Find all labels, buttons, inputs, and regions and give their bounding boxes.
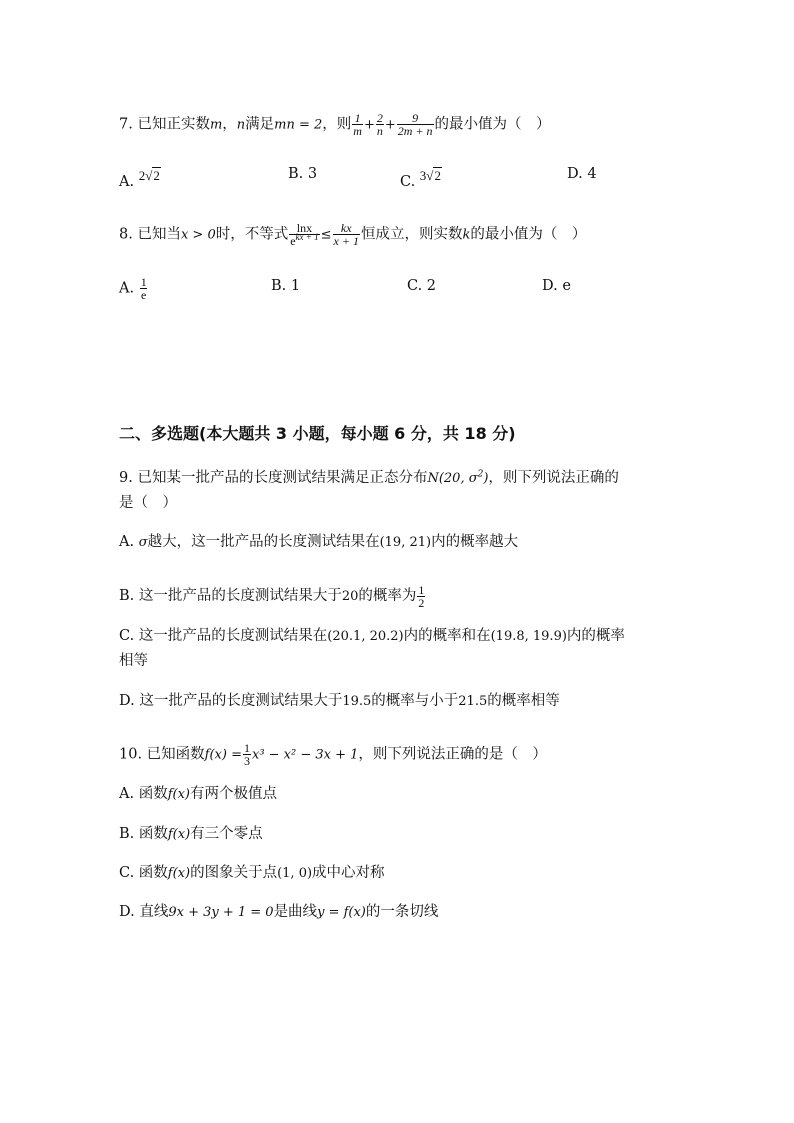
q8-option-a[interactable] — [119, 276, 149, 301]
denominator: x + 1 — [333, 234, 359, 248]
option-label: B. — [119, 588, 135, 604]
function-name: f(x) = — [204, 747, 242, 763]
numerator: 1 — [243, 741, 250, 755]
q9-option-d[interactable] — [119, 691, 560, 712]
question-text: ，则 — [322, 116, 352, 133]
question-text: 已知某一批产品的长度测试结果满足正态分布 — [137, 470, 428, 486]
sigma: σ — [138, 535, 148, 550]
option-text: 有两个极值点 — [190, 786, 277, 802]
q8-option-d[interactable] — [542, 276, 571, 296]
base-e: e — [290, 234, 296, 248]
denominator — [289, 234, 319, 247]
fraction — [417, 584, 425, 609]
numerator: kx — [340, 221, 352, 235]
option-text: 这一批产品的长度测试结果大于 — [139, 693, 343, 709]
dist-main: N(20, σ — [427, 471, 478, 486]
question-text: ，则下列说法正确的是（ ） — [358, 746, 547, 763]
option-label: A. — [119, 280, 135, 297]
option-label: A. — [119, 786, 135, 802]
option-label: D. — [567, 166, 583, 182]
q10-option-d[interactable] — [119, 902, 438, 923]
q8-option-b[interactable] — [271, 276, 300, 296]
fraction — [289, 222, 319, 247]
option-value: 3 — [307, 166, 318, 182]
option-text: 内的概率和在 — [403, 628, 491, 644]
curve-equation: y = f(x) — [317, 905, 366, 920]
fraction — [243, 742, 251, 767]
function-name: f(x) — [167, 827, 191, 842]
option-label: C. — [400, 174, 416, 190]
point: (1, 0) — [277, 866, 313, 881]
numerator: 2 — [376, 111, 383, 125]
option-text: 内的概率越大 — [431, 534, 519, 550]
interval: (19.8, 19.9) — [490, 629, 567, 644]
polynomial: x³ − x² − 3x + 1 — [251, 747, 359, 763]
denominator: 2 — [418, 596, 425, 610]
option-label: B. — [271, 278, 287, 294]
question-number: 10. — [119, 746, 143, 763]
question-text: 时，不等式 — [215, 226, 289, 243]
sqrt-expression: 3√2 — [419, 168, 441, 183]
denominator: n — [376, 124, 383, 138]
fraction — [397, 112, 434, 137]
option-text: 是曲线 — [273, 904, 318, 920]
question-text: 的最小值为（ ） — [470, 226, 587, 243]
fraction — [140, 276, 148, 301]
option-text: 内的概率 — [566, 628, 625, 644]
denominator: m — [353, 124, 362, 138]
question-text: 已知函数 — [146, 746, 205, 763]
interval: (20.1, 20.2) — [327, 629, 404, 644]
fraction — [333, 222, 360, 247]
option-label: A. — [119, 174, 135, 190]
radicand: 2 — [153, 168, 160, 183]
radicand: 2 — [434, 168, 441, 183]
question-9-line2: 是（ ） — [119, 495, 177, 511]
option-label: B. — [119, 826, 135, 842]
q7-option-d[interactable] — [567, 164, 597, 184]
q10-option-b[interactable] — [119, 824, 263, 845]
number: 21.5 — [458, 694, 488, 709]
option-label: A. — [119, 534, 135, 550]
q10-option-a[interactable] — [119, 784, 277, 805]
var-n: n — [236, 117, 246, 133]
option-label: C. — [407, 278, 423, 294]
question-text: ，则下列说法正确的 — [488, 470, 619, 486]
option-text: 直线 — [139, 904, 169, 920]
denominator: 2m + n — [397, 124, 433, 138]
dist-close: ) — [483, 471, 489, 486]
option-text: 函数 — [138, 786, 168, 802]
question-8 — [119, 222, 586, 247]
q9-option-c-line2: 相等 — [119, 653, 148, 669]
q7-option-c[interactable] — [400, 166, 442, 192]
question-text: 恒成立，则实数 — [360, 226, 463, 243]
option-label: C. — [119, 865, 135, 881]
denominator: e — [141, 288, 147, 302]
numerator: 9 — [412, 111, 419, 125]
question-number: 7. — [119, 116, 133, 133]
var-m: m — [209, 117, 223, 133]
option-text: 这一批产品的长度测试结果大于 — [138, 588, 342, 604]
coefficient: 3 — [419, 168, 427, 183]
option-text: 这一批产品的长度测试结果在 — [138, 628, 328, 644]
q9-option-a[interactable] — [119, 532, 518, 553]
fraction — [352, 112, 363, 137]
distribution — [427, 471, 488, 486]
question-10 — [119, 742, 547, 767]
question-7 — [119, 112, 551, 137]
relation: ≤ — [320, 227, 332, 243]
question-text: 已知正实数 — [137, 116, 210, 133]
q9-option-c[interactable] — [119, 626, 625, 647]
q7-option-a[interactable] — [119, 166, 161, 192]
interval: (19, 21) — [379, 535, 432, 550]
option-value: 2 — [426, 278, 437, 294]
condition: x > 0 — [180, 227, 216, 243]
option-label: C. — [119, 628, 135, 644]
q10-option-c[interactable] — [119, 863, 385, 884]
coefficient: 2 — [138, 168, 146, 183]
option-value: e — [562, 278, 571, 294]
option-label: B. — [288, 166, 304, 182]
sqrt-expression: 2√2 — [138, 168, 160, 183]
question-9 — [119, 468, 619, 489]
number: 19.5 — [342, 694, 372, 709]
option-label: D. — [119, 904, 135, 920]
question-number: 8. — [119, 226, 133, 243]
function-name: f(x) — [167, 787, 190, 802]
exponent: kx + 1 — [295, 232, 319, 242]
option-value: 1 — [290, 278, 301, 294]
condition: mn = 2 — [274, 117, 323, 133]
numerator: lnx — [296, 221, 313, 235]
q7-option-b[interactable] — [288, 164, 317, 184]
plus: + — [363, 117, 375, 133]
exponent: 2 — [477, 469, 484, 480]
section-title: 二、多选题(本大题共 3 小题，每小题 6 分，共 18 分) — [119, 424, 516, 443]
var-k: k — [462, 227, 471, 243]
question-text: 满足 — [245, 116, 275, 133]
denominator: 3 — [243, 754, 250, 768]
numerator: 1 — [418, 583, 425, 597]
option-label: D. — [119, 693, 135, 709]
plus: + — [384, 117, 396, 133]
option-text: 的概率为 — [358, 588, 417, 604]
option-text: 函数 — [138, 826, 168, 842]
q9-option-b[interactable] — [119, 584, 426, 609]
question-text: 的最小值为（ ） — [434, 116, 551, 133]
option-text: 的概率与小于 — [371, 693, 459, 709]
numerator: 1 — [354, 111, 361, 125]
number: 20 — [341, 589, 359, 604]
function-name: f(x) — [167, 866, 191, 881]
option-text: 的一条切线 — [365, 904, 439, 920]
option-text: 越大，这一批产品的长度测试结果在 — [147, 534, 380, 550]
option-text: 成中心对称 — [312, 865, 385, 881]
option-text: 函数 — [138, 865, 168, 881]
option-label: D. — [542, 278, 558, 294]
question-number: 9. — [119, 470, 133, 486]
q8-option-c[interactable] — [407, 276, 436, 296]
line-equation: 9x + 3y + 1 = 0 — [168, 905, 274, 920]
option-text: 的概率相等 — [487, 693, 560, 709]
fraction — [376, 112, 384, 137]
numerator: 1 — [140, 275, 147, 289]
question-text: 已知当 — [137, 226, 181, 243]
option-value: 4 — [587, 166, 597, 182]
option-text: 的图象关于点 — [190, 865, 278, 881]
separator: ， — [222, 116, 237, 133]
option-text: 有三个零点 — [190, 826, 263, 842]
